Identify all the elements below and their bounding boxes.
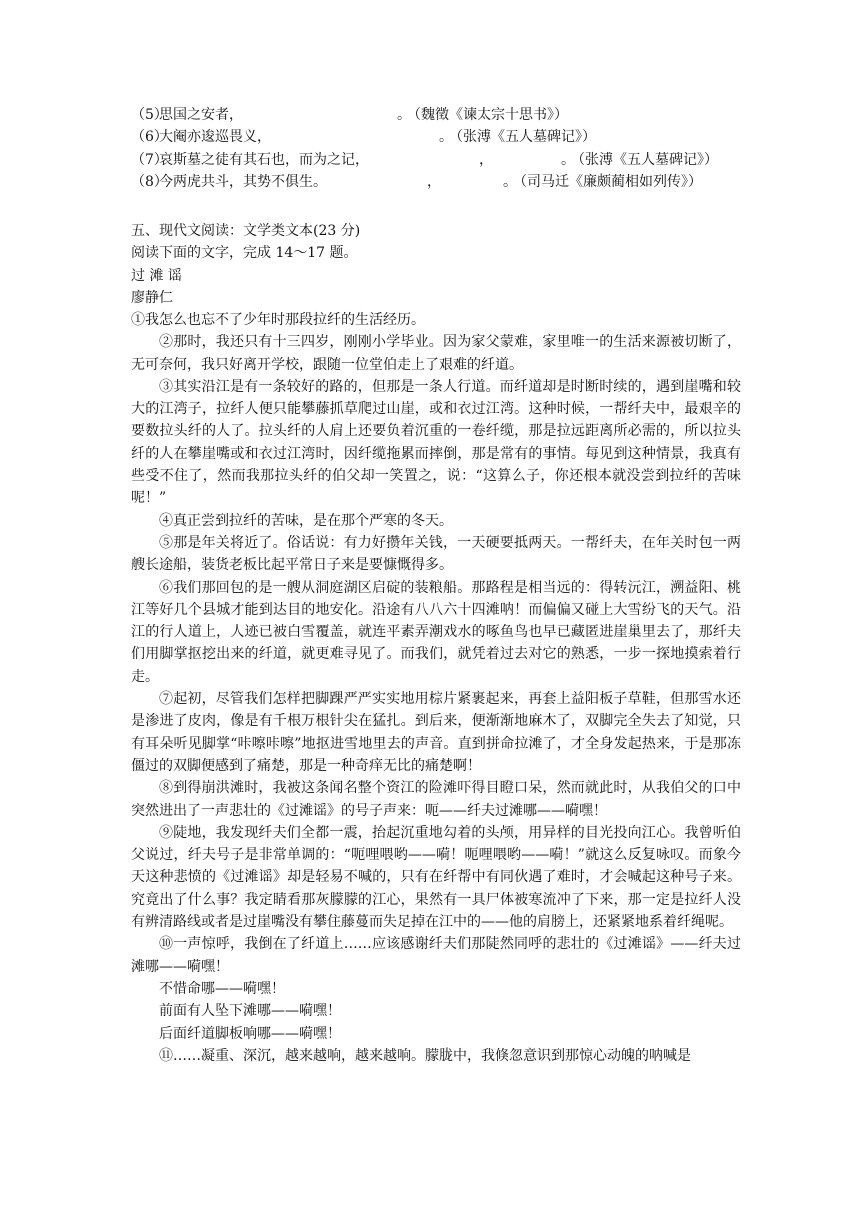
item-source: （司马迁《廉颇蔺相如列传》） bbox=[513, 173, 702, 190]
section-heading: 五、现代文阅读：文学类文本(23 分) bbox=[131, 223, 361, 239]
reading-section-header bbox=[131, 220, 741, 309]
paragraph-3: ③其实沿江是有一条较好的路的，但那是一条人行道。而纤道却是时断时续的，遇到崖嘴和较大的江湾子，拉纤人便只能攀藤抓草爬过山崖，或和衣过江湾。这种时候，一帮纤夫中，最艰辛的要数拉头纤的人了。拉头纤的人肩上还要负着沉重的一卷纤缆，那是拉远距离所必需的，所以拉头纤的人在攀崖嘴或和衣过江湾时，因纤缆拖累而摔倒，那是常有的事情。每见到这种情景，我真有些受不住了，然而我那拉头纤的伯父却一笑置之，说：“这算么子，你还根本就没尝到拉纤的苦味呢！” bbox=[131, 378, 741, 507]
item-number: （6） bbox=[131, 129, 168, 146]
item-punct: ， bbox=[479, 151, 493, 168]
fill-blank-8 bbox=[131, 171, 741, 193]
paragraph-7: ⑦起初，尽管我们怎样把脚踝严严实实地用棕片紧裹起来，再套上益阳板子草鞋，但那雪水还是渗进了皮肉，像是有千根万根针尖在猛扎。到后来，便渐渐地麻木了，双脚完全失去了知觉，只有耳朵听见脚掌“咔嚓咔嚓”地抠进雪地里去的声音。直到拼命拉滩了，才全身发起热来，于是那冻僵过的双脚便感到了痛楚，那是一种奇痒无比的痛楚啊！ bbox=[131, 691, 741, 774]
item-number: （7） bbox=[131, 151, 168, 168]
item-number: （5） bbox=[131, 107, 168, 123]
item-punct: ， bbox=[427, 173, 441, 190]
item-source: （魏徵《谏太宗十思书》） bbox=[407, 107, 568, 123]
item-punct: 。 bbox=[503, 173, 517, 190]
article-title: 过 滩 谣 bbox=[131, 267, 182, 284]
fill-blank-section bbox=[131, 104, 741, 193]
paragraph-4: ④真正尝到拉纤的苦味，是在那个严寒的冬天。 bbox=[159, 512, 453, 529]
article-author: 廖静仁 bbox=[131, 289, 173, 306]
poem-line: 不惜命哪——嗬嘿！ bbox=[159, 980, 285, 997]
paragraph-8: ⑧到得崩洪滩时，我被这条闻名整个资江的险滩吓得目瞪口呆，然而就此时，从我伯父的口中突然进出了一声悲壮的《过滩谣》的号子声来：呃——纤夫过滩哪——嗬嘿！ bbox=[131, 780, 741, 819]
section-instruction: 阅读下面的文字，完成 14～17 题。 bbox=[131, 245, 358, 262]
paragraph-9: ⑨陡地，我发现纤夫们全都一震，抬起沉重地勾着的头颅，用异样的目光投向江心。我曾听伯父说过，纤夫号子是非常单调的：“呃哩喂哟——嗬！呃哩喂哟——嗬！”就这么反复咏叹。而象今天这种悲愤的《过滩谣》却是轻易不喊的，只有在纤帮中有同伙遇了难时，才会喊起这种号子来。究竟出了什么事？我定睛看那灰朦朦的江心，果然有一具尸体被寒流冲了下来，那一定是拉纤人没有辨清路线或者是过崖嘴没有攀住藤蔓而失足掉在江中的——他的肩膀上，还紧紧地系着纤绳呢。 bbox=[131, 824, 741, 931]
item-text: 今两虎共斗，其势不俱生。 bbox=[159, 173, 327, 190]
item-source: （张溥《五人墓碑记》） bbox=[571, 151, 718, 168]
poem-line: 后面纤道脚板响哪——嗬嘿！ bbox=[159, 1025, 341, 1042]
item-punct: 。 bbox=[397, 107, 411, 123]
item-text: 思国之安者， bbox=[159, 107, 243, 123]
poem-line: 前面有人坠下滩哪——嗬嘿！ bbox=[159, 1003, 341, 1020]
fill-blank-6 bbox=[131, 126, 741, 148]
paragraph-6: ⑥我们那回包的是一艘从洞庭湖区启碇的装粮船。那路程是相当远的：得转沅江，溯益阳、桃江等好几个县城才能到达目的地安化。沿途有八八六十四滩呐！而偏偏又碰上大雪纷飞的天气。沿江的行人道上，人迹已被白雪覆盖，就连平素弄潮戏水的啄鱼鸟也早已藏匿进崖巢里去了，那纤夫们用脚掌抠挖出来的纤道，就更难寻见了。而我们，就凭着过去对它的熟悉，一步一探地摸索着行走。 bbox=[131, 579, 741, 685]
paragraph-10: ⑩一声惊呼，我倒在了纤道上……应该感谢纤夫们那陡然同呼的悲壮的《过滩谣》——纤夫过滩哪——嗬嘿！ bbox=[131, 936, 741, 975]
paragraph-2: ②那时，我还只有十三四岁，刚刚小学毕业。因为家父蒙难，家里唯一的生活来源被切断了，无可奈何，我只好离开学校，跟随一位堂伯走上了艰难的纤道。 bbox=[131, 334, 741, 373]
item-source: （张溥《五人墓碑记》） bbox=[449, 129, 596, 146]
item-text: 大阉亦逡巡畏义， bbox=[159, 129, 271, 146]
paragraph-11: ⑪……凝重、深沉，越来越响，越来越响。朦胧中，我倏忽意识到那惊心动魄的呐喊是 bbox=[159, 1047, 691, 1064]
item-punct: 。 bbox=[439, 129, 453, 146]
item-text: 哀斯墓之徒有其石也，而为之记， bbox=[159, 151, 369, 168]
paragraph-5: ⑤那是年关将近了。俗话说：有力好攒年关钱，一天硬要抵两天。一帮纤夫，在年关时包一两艘长途船，装货老板比起平常日子来是要慷慨得多。 bbox=[131, 534, 741, 574]
fill-blank-7 bbox=[131, 149, 741, 171]
fill-blank-5 bbox=[131, 104, 741, 126]
paragraph-1: ①我怎么也忘不了少年时那段拉纤的生活经历。 bbox=[131, 312, 425, 328]
item-number: （8） bbox=[131, 173, 168, 190]
article-body bbox=[131, 309, 741, 1067]
item-punct: 。 bbox=[561, 151, 575, 168]
